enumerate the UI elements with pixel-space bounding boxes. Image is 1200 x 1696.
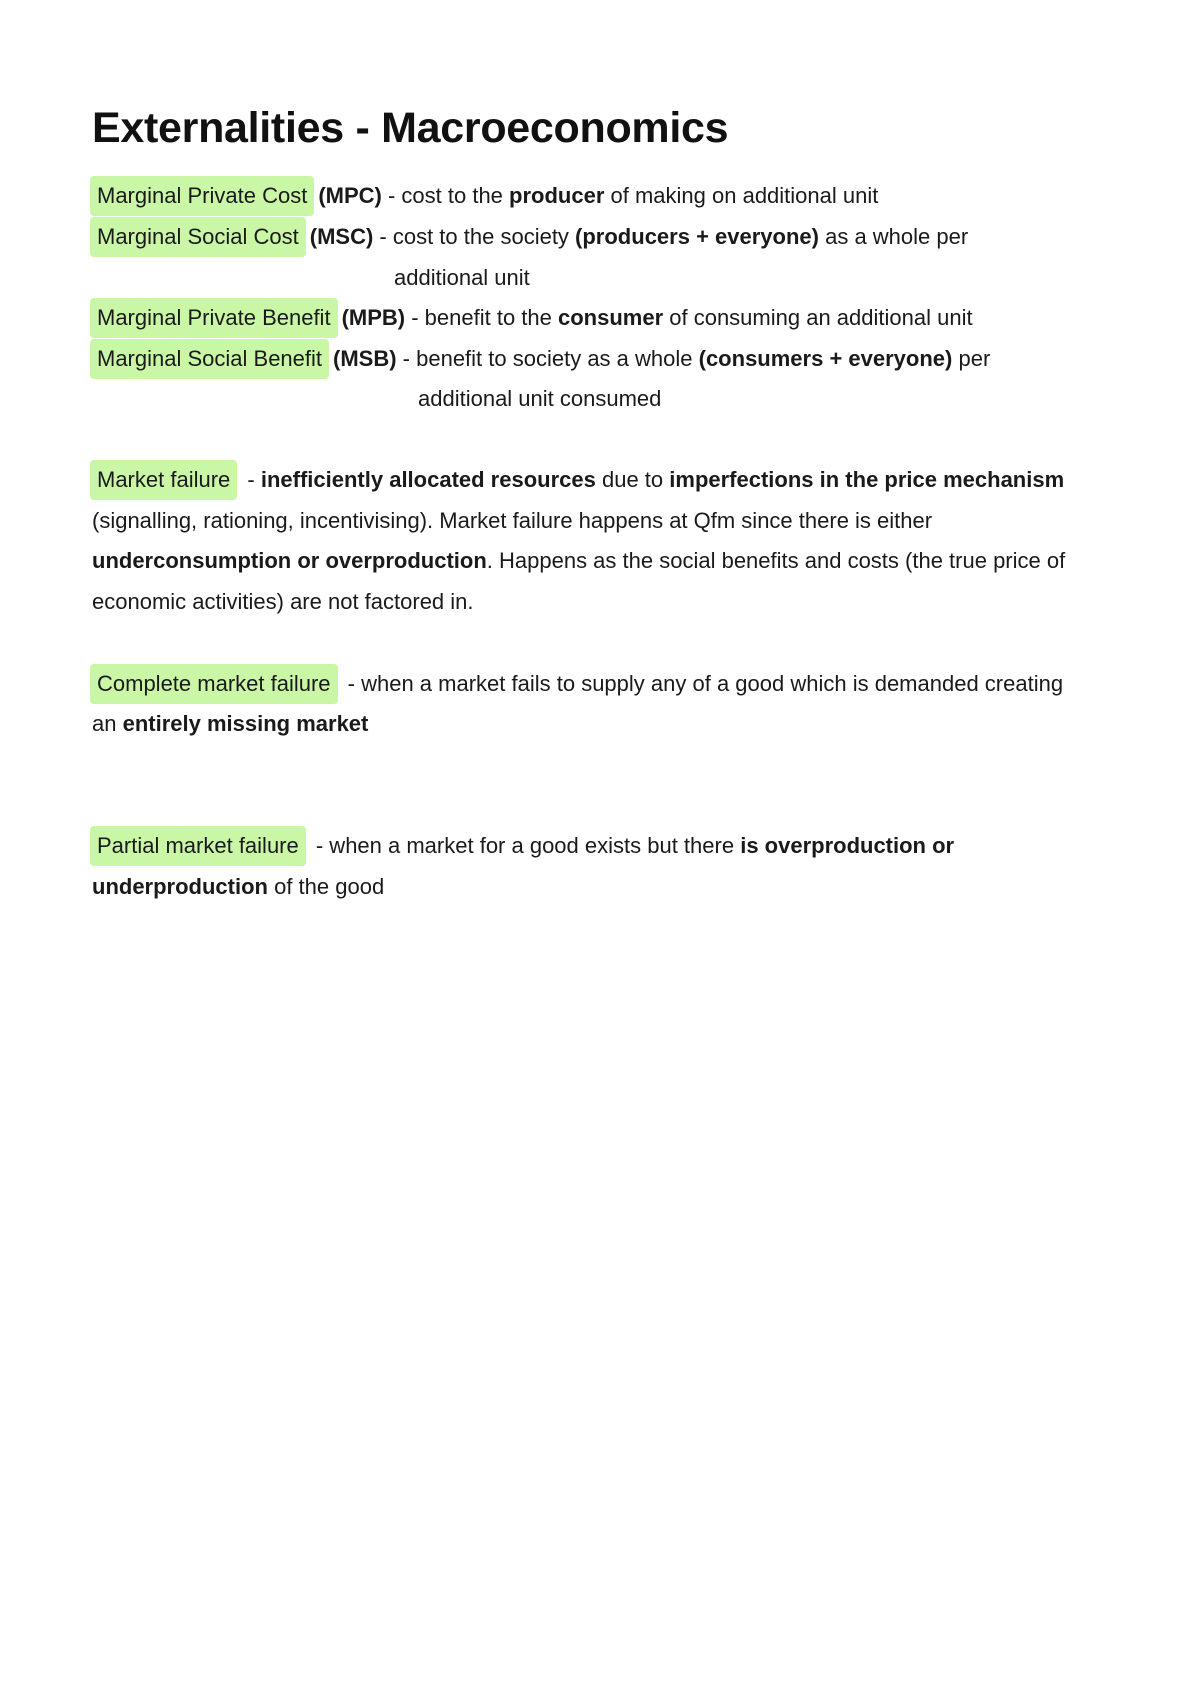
highlighted-term: Partial market failure [90, 826, 306, 866]
definition-text: - benefit to the [405, 305, 558, 330]
definition-msb-continuation: additional unit consumed [418, 386, 662, 411]
bold-text: is overproduction or [740, 833, 955, 858]
bold-text: (consumers + everyone) [698, 346, 953, 371]
market-failure-line-3 [92, 541, 1065, 581]
definition-text: per [952, 346, 991, 371]
bold-text: underproduction [92, 874, 268, 899]
bold-text: consumer [557, 305, 664, 330]
definition-mpc [92, 176, 878, 216]
abbreviation: (MPB) [341, 305, 406, 330]
bold-text: imperfections in the price mechanism [669, 467, 1065, 492]
definition-msc [92, 217, 968, 257]
highlighted-term: Complete market failure [90, 664, 338, 704]
bold-text: (producers + everyone) [575, 224, 819, 249]
highlighted-term: Marginal Private Cost [90, 176, 314, 216]
market-failure-line-2: (signalling, rationing, incentivising). Market failure happens at Qfm since there is either [92, 508, 933, 533]
highlighted-term: Marginal Social Benefit [90, 339, 329, 379]
definition-text: - cost to the society [373, 224, 576, 249]
definition-mpb [92, 298, 973, 338]
paragraph-text: an [92, 711, 123, 736]
definition-text: as a whole per [818, 224, 969, 249]
paragraph-text: - [241, 467, 261, 492]
definition-text: of consuming an additional unit [663, 305, 973, 330]
highlighted-term: Marginal Social Cost [90, 217, 306, 257]
highlighted-term: Marginal Private Benefit [90, 298, 338, 338]
paragraph-text: of the good [267, 874, 385, 899]
bold-text: inefficiently allocated resources [260, 467, 596, 492]
paragraph-text: due to [595, 467, 670, 492]
highlighted-term: Market failure [90, 460, 237, 500]
abbreviation: (MSC) [309, 224, 374, 249]
definition-text: - benefit to society as a whole [396, 346, 699, 371]
market-failure-line-4: economic activities) are not factored in. [92, 589, 474, 614]
abbreviation: (MSB) [333, 346, 397, 371]
definition-msb [92, 339, 990, 379]
complete-market-failure-line-2 [92, 704, 368, 744]
bold-text: producer [509, 183, 605, 208]
partial-market-failure-line-1 [92, 826, 954, 866]
paragraph-text: - when a market fails to supply any of a good which is demanded creating [341, 671, 1064, 696]
page-title: Externalities - Macroeconomics [92, 104, 729, 152]
bold-text: entirely missing market [122, 711, 369, 736]
bold-text: underconsumption or overproduction [92, 548, 487, 573]
paragraph-text: . Happens as the social benefits and costs (the true price of [486, 548, 1066, 573]
paragraph-text: - when a market for a good exists but there [309, 833, 741, 858]
definition-text: - cost to the [381, 183, 510, 208]
market-failure-line-1 [92, 460, 1064, 500]
partial-market-failure-line-2 [92, 867, 384, 907]
definition-msc-continuation: additional unit [394, 265, 530, 290]
abbreviation: (MPC) [318, 183, 382, 208]
complete-market-failure-line-1 [92, 664, 1063, 704]
definition-text: of making on additional unit [604, 183, 879, 208]
